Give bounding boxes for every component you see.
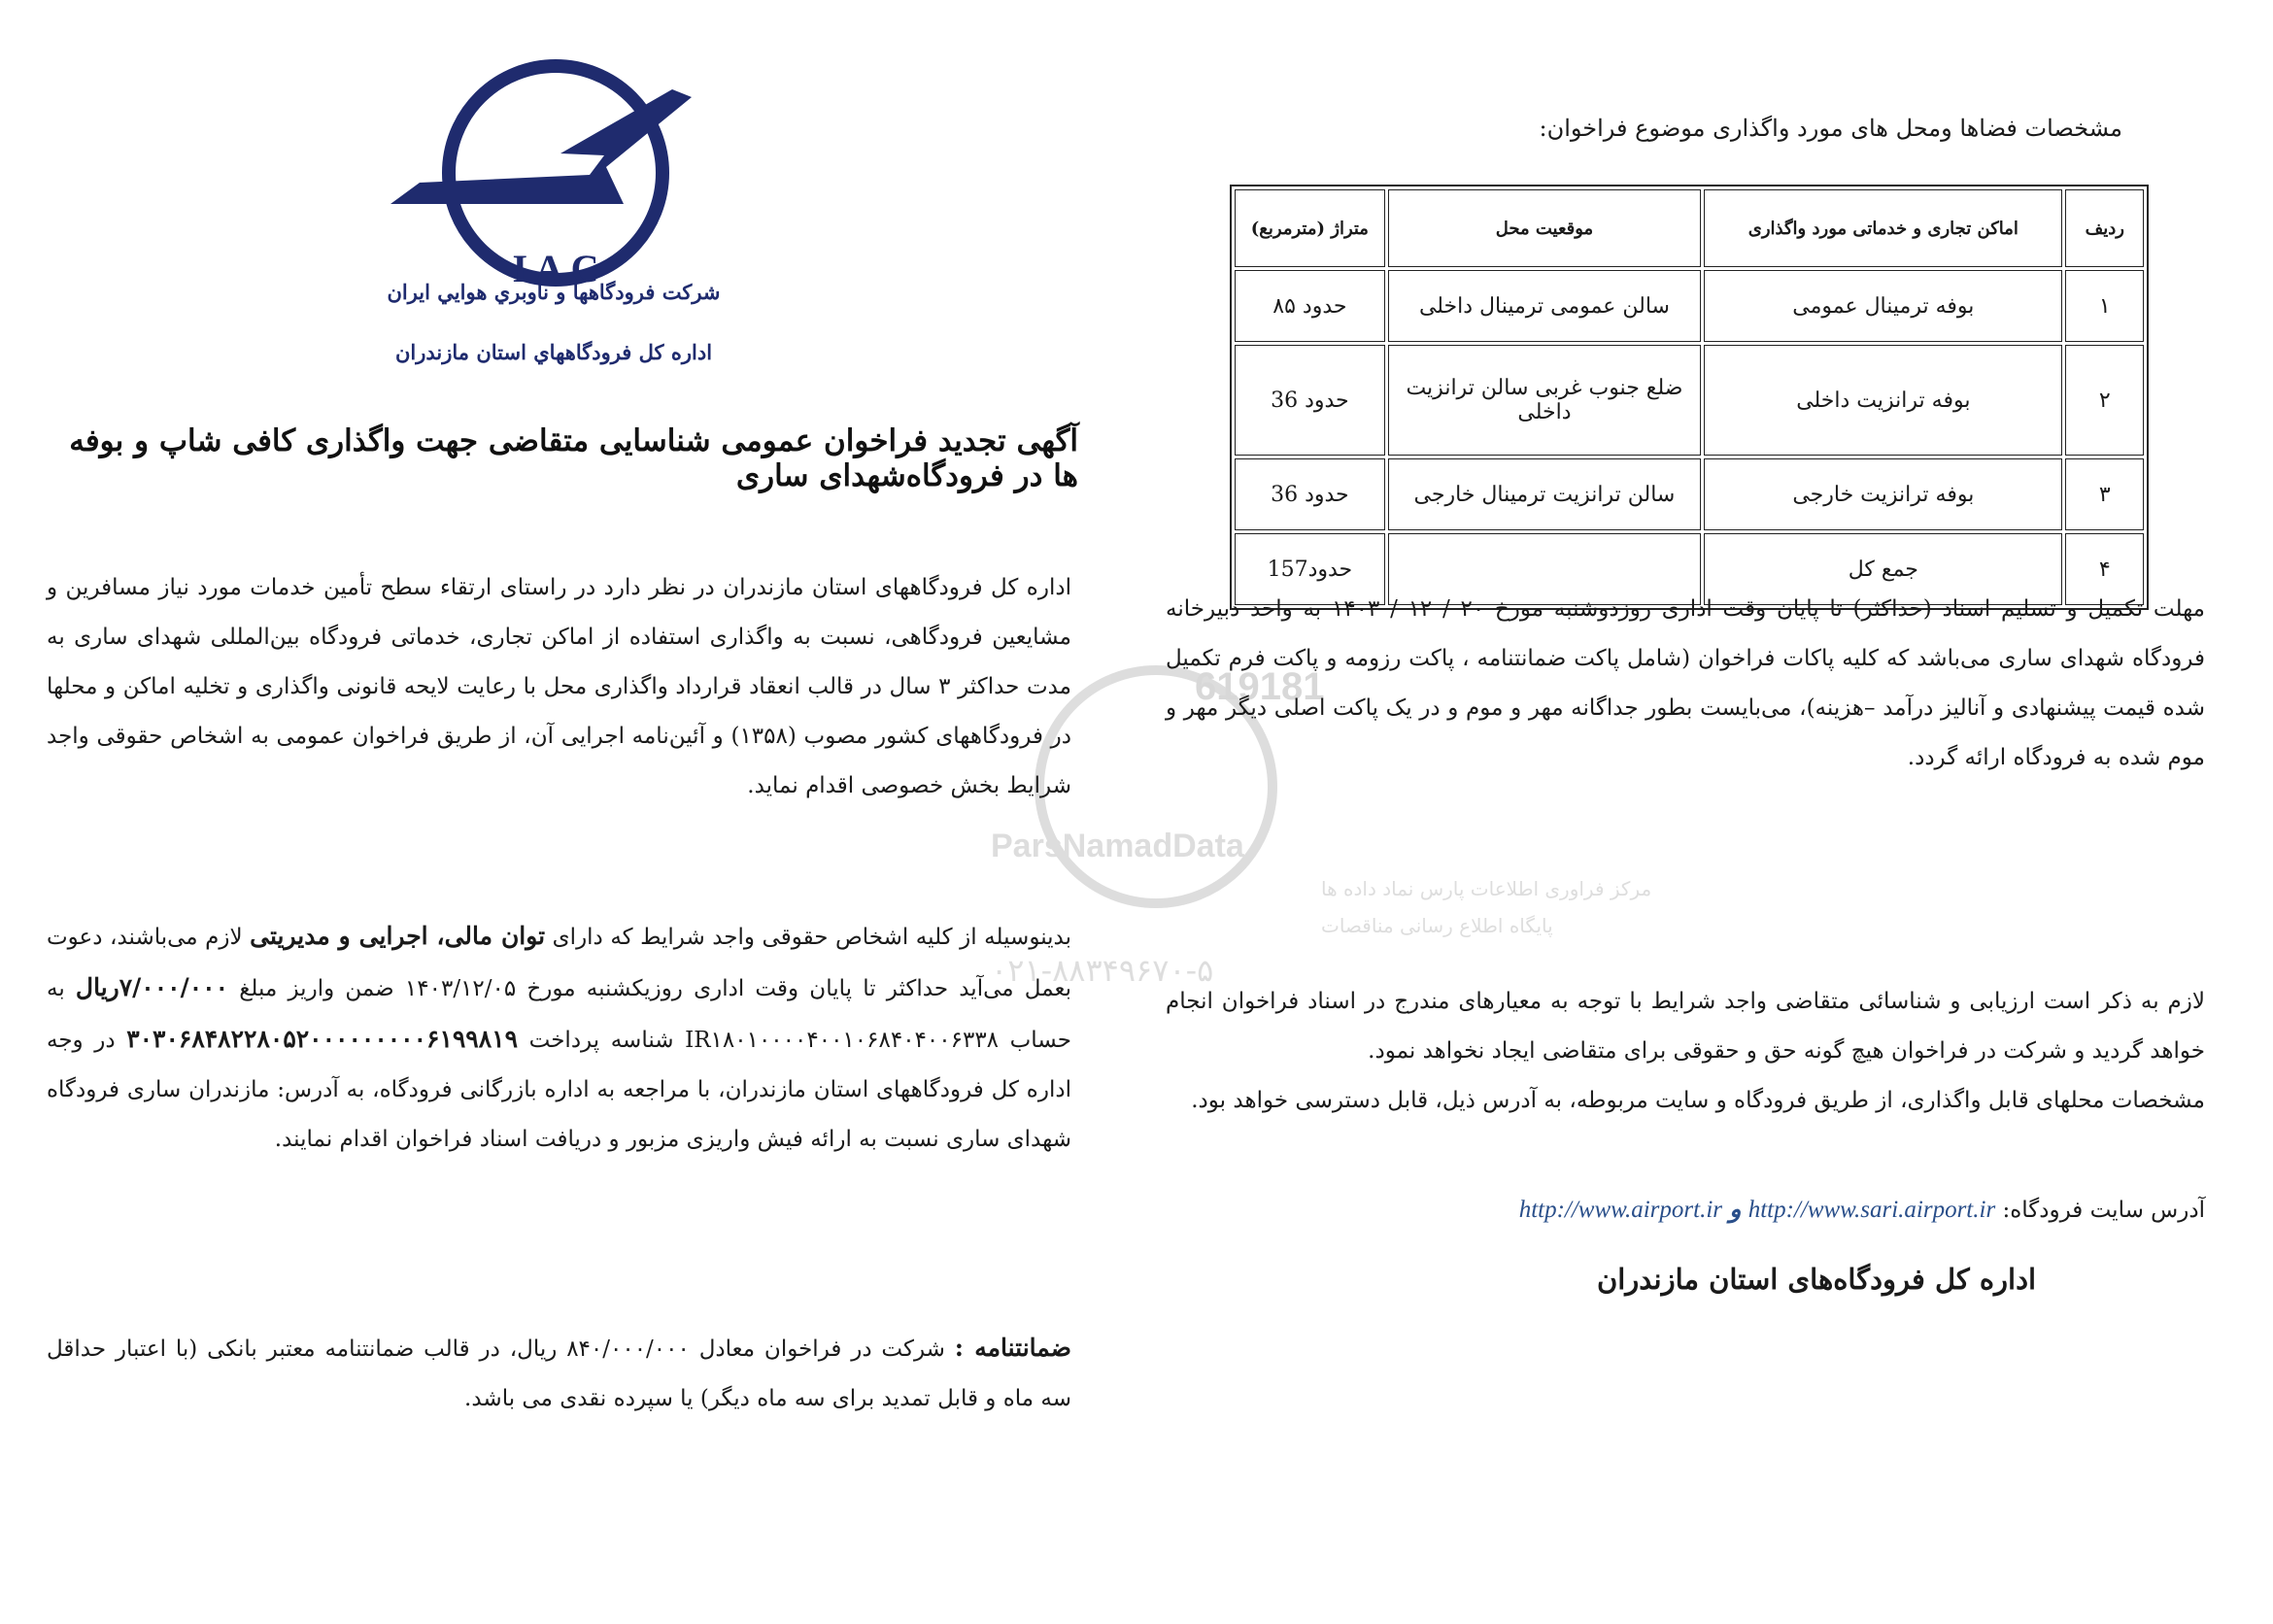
cell-row-no: ۴: [2065, 533, 2144, 605]
col-header-location: موقعیت محل: [1388, 189, 1701, 267]
intro-paragraph: اداره کل فرودگاههای استان مازندران در نظر دارد در راستای ارتقاء سطح تأمین خدمات مورد نیاز مسافرین و مشایعین فرودگاهی، نسبت به واگذاری استفاده از اماکن تجاری، خدماتی فرودگاه بین‌المللی شهدای ساری به مدت حداکثر ۳ سال در قالب انعقاد قرارداد واگذاری محل با رعایت لایحه قانونی واگذاری و تخلیه اماکن و محلها در فرودگاههای کشور مصوب (۱۳۵۸) و آئین‌نامه اجرایی آن، از طریق فراخوان عمومی به اشخاص حقوقی واجد شرایط بخش خصوصی اقدام نماید.: [47, 575, 1072, 798]
table-row: [1235, 458, 2144, 530]
site-availability-text: مشخصات محلهای قابل واگذاری، از طریق فرودگاه و سایت مربوطه، به آدرس ذیل، قابل دسترسی خواهد بود.: [1191, 1088, 2205, 1113]
invite-text-1: بدینوسیله از کلیه اشخاص حقوقی واجد شرایط که دارای: [552, 925, 1072, 950]
cell-area: حدود ۸۵: [1235, 270, 1385, 342]
invite-bold-capacity: توان مالی، اجرایی و مدیریتی: [250, 922, 546, 950]
cell-area: حدود157: [1235, 533, 1385, 605]
watermark-phone: ۰۲۱-۸۸۳۴۹۶۷۰-۵: [991, 952, 1214, 989]
spec-heading: مشخصات فضاها ومحل های مورد واگذاری موضوع فراخوان:: [1539, 115, 2122, 142]
table-row: [1235, 270, 2144, 342]
watermark-line1: مرکز فراوری اطلاعات پارس نماد داده ها: [1321, 877, 1652, 900]
iac-logo: [381, 58, 730, 301]
guarantee-paragraph: [47, 1323, 1071, 1424]
logo-letters: I A C: [512, 247, 599, 290]
cell-place: بوفه ترانزیت داخلی: [1704, 345, 2062, 456]
watermark-line2: پایگاه اطلاع رسانی مناقصات: [1321, 914, 1553, 937]
cell-area: حدود 36: [1235, 458, 1385, 530]
invite-text-2: لازم می‌باشند، دعوت بعمل می‌آید حداکثر تا پایان وقت اداری روزیکشنبه مورخ ۱۴۰۳/۱۲/۰۵ ضمن واریز مبلغ: [47, 925, 1071, 1001]
cell-place: جمع کل: [1704, 533, 2062, 605]
cell-place: بوفه ترمینال عمومی: [1704, 270, 2062, 342]
notice-title: آگهی تجدید فراخوان عمومی شناسایی متقاضی جهت واگذاری کافی شاپ و بوفه ها در فرودگاه‌شهدای ساری: [69, 423, 1078, 493]
footer-org-name: اداره کل فرودگاه‌های استان مازندران: [1596, 1263, 2037, 1296]
watermark-brand: ParsNamadData: [991, 828, 1244, 864]
site-link-airport[interactable]: http://www.airport.ir: [1518, 1197, 1723, 1223]
col-header-place: اماکن تجاری و خدماتی مورد واگذاری: [1704, 189, 2062, 267]
col-header-area: متراژ (مترمربع): [1235, 189, 1385, 267]
invite-paragraph: [47, 911, 1071, 1165]
site-link-sari[interactable]: http://www.sari.airport.ir: [1747, 1197, 1996, 1223]
site-joiner: و: [1729, 1197, 1742, 1223]
watermark-number: 619181: [1195, 665, 1325, 708]
org-subtitle: اداره کل فرودگاههاي استان مازندران: [394, 340, 713, 364]
cell-area: حدود 36: [1235, 345, 1385, 456]
cell-location: سالن عمومی ترمینال داخلی: [1388, 270, 1701, 342]
evaluation-text: لازم به ذکر است ارزیابی و شناسائی متقاضی واجد شرایط با توجه به معیارهای مندرج در اسناد فراخوان انجام خواهد گردید و شرکت در فراخوان هیچ گونه حق و حقوقی برای متقاضی ایجاد نخواهد نمود.: [1166, 989, 2205, 1064]
invite-text-3: به حساب IR۱۸۰۱۰۰۰۰۴۰۰۱۰۶۸۴۰۴۰۰۶۳۳۸ شناسه پرداخت: [47, 976, 1072, 1053]
site-address: [1166, 1185, 2205, 1235]
deadline-paragraph: مهلت تکمیل و تسلیم اسناد (حداکثر) تا پایان وقت اداری روزدوشنبه مورخ ۲۰ / ۱۲ / ۱۴۰۳ به واحد دبیرخانه فرودگاه شهدای ساری می‌باشد که کلیه پاکات فراخوان (شامل پاکت ضمانتنامه ، پاکت رزومه و پاکت فرم تکمیل شده قیمت پیشنهادی و آنالیز درآمد –هزینه)، می‌بایست بطور جداگانه مهر و موم و در یک پاکت اصلی دیگر مهر و موم شده به فرودگاه ارائه گردد.: [1166, 596, 2205, 770]
invite-text-4: در وجه اداره کل فرودگاههای استان مازندران، با مراجعه به اداره بازرگانی فرودگاه، به آدرس: مازندران ساری فرودگاه شهدای ساری نسبت به ارائه فیش واریزی مزبور و دریافت اسناد فراخوان اقدام نمایند.: [47, 1028, 1071, 1152]
guarantee-text: شرکت در فراخوان معادل ۸۴۰/۰۰۰/۰۰۰ ریال، در قالب ضمانتنامه معتبر بانکی (با اعتبار حداقل سه ماه و قابل تمدید برای سه ماه دیگر) یا سپرده نقدی می باشد.: [47, 1336, 1071, 1411]
org-name: شرکت فرودگاهها و ناوبري هوايي ايران: [387, 280, 721, 304]
table-row: [1235, 345, 2144, 456]
cell-row-no: ۳: [2065, 458, 2144, 530]
cell-row-no: ۲: [2065, 345, 2144, 456]
col-header-row-no: ردیف: [2065, 189, 2144, 267]
cell-location: سالن ترانزیت ترمینال خارجی: [1388, 458, 1701, 530]
invite-payment-id: ۳۰۳۰۶۸۴۸۲۲۸۰۵۲۰۰۰۰۰۰۰۰۰۶۱۹۹۸۱۹: [126, 1025, 519, 1053]
invite-amount: ۷/۰۰۰/۰۰۰ریال: [75, 973, 228, 1001]
guarantee-label: ضمانتنامه :: [954, 1334, 1071, 1362]
spec-table: [1230, 185, 2149, 610]
site-label: آدرس سایت فرودگاه:: [2002, 1198, 2205, 1223]
cell-location: ضلع جنوب غربی سالن ترانزیت داخلی: [1388, 345, 1701, 456]
cell-row-no: ۱: [2065, 270, 2144, 342]
table-header-row: [1235, 189, 2144, 267]
evaluation-paragraph: [1166, 977, 2205, 1126]
cell-place: بوفه ترانزیت خارجی: [1704, 458, 2062, 530]
